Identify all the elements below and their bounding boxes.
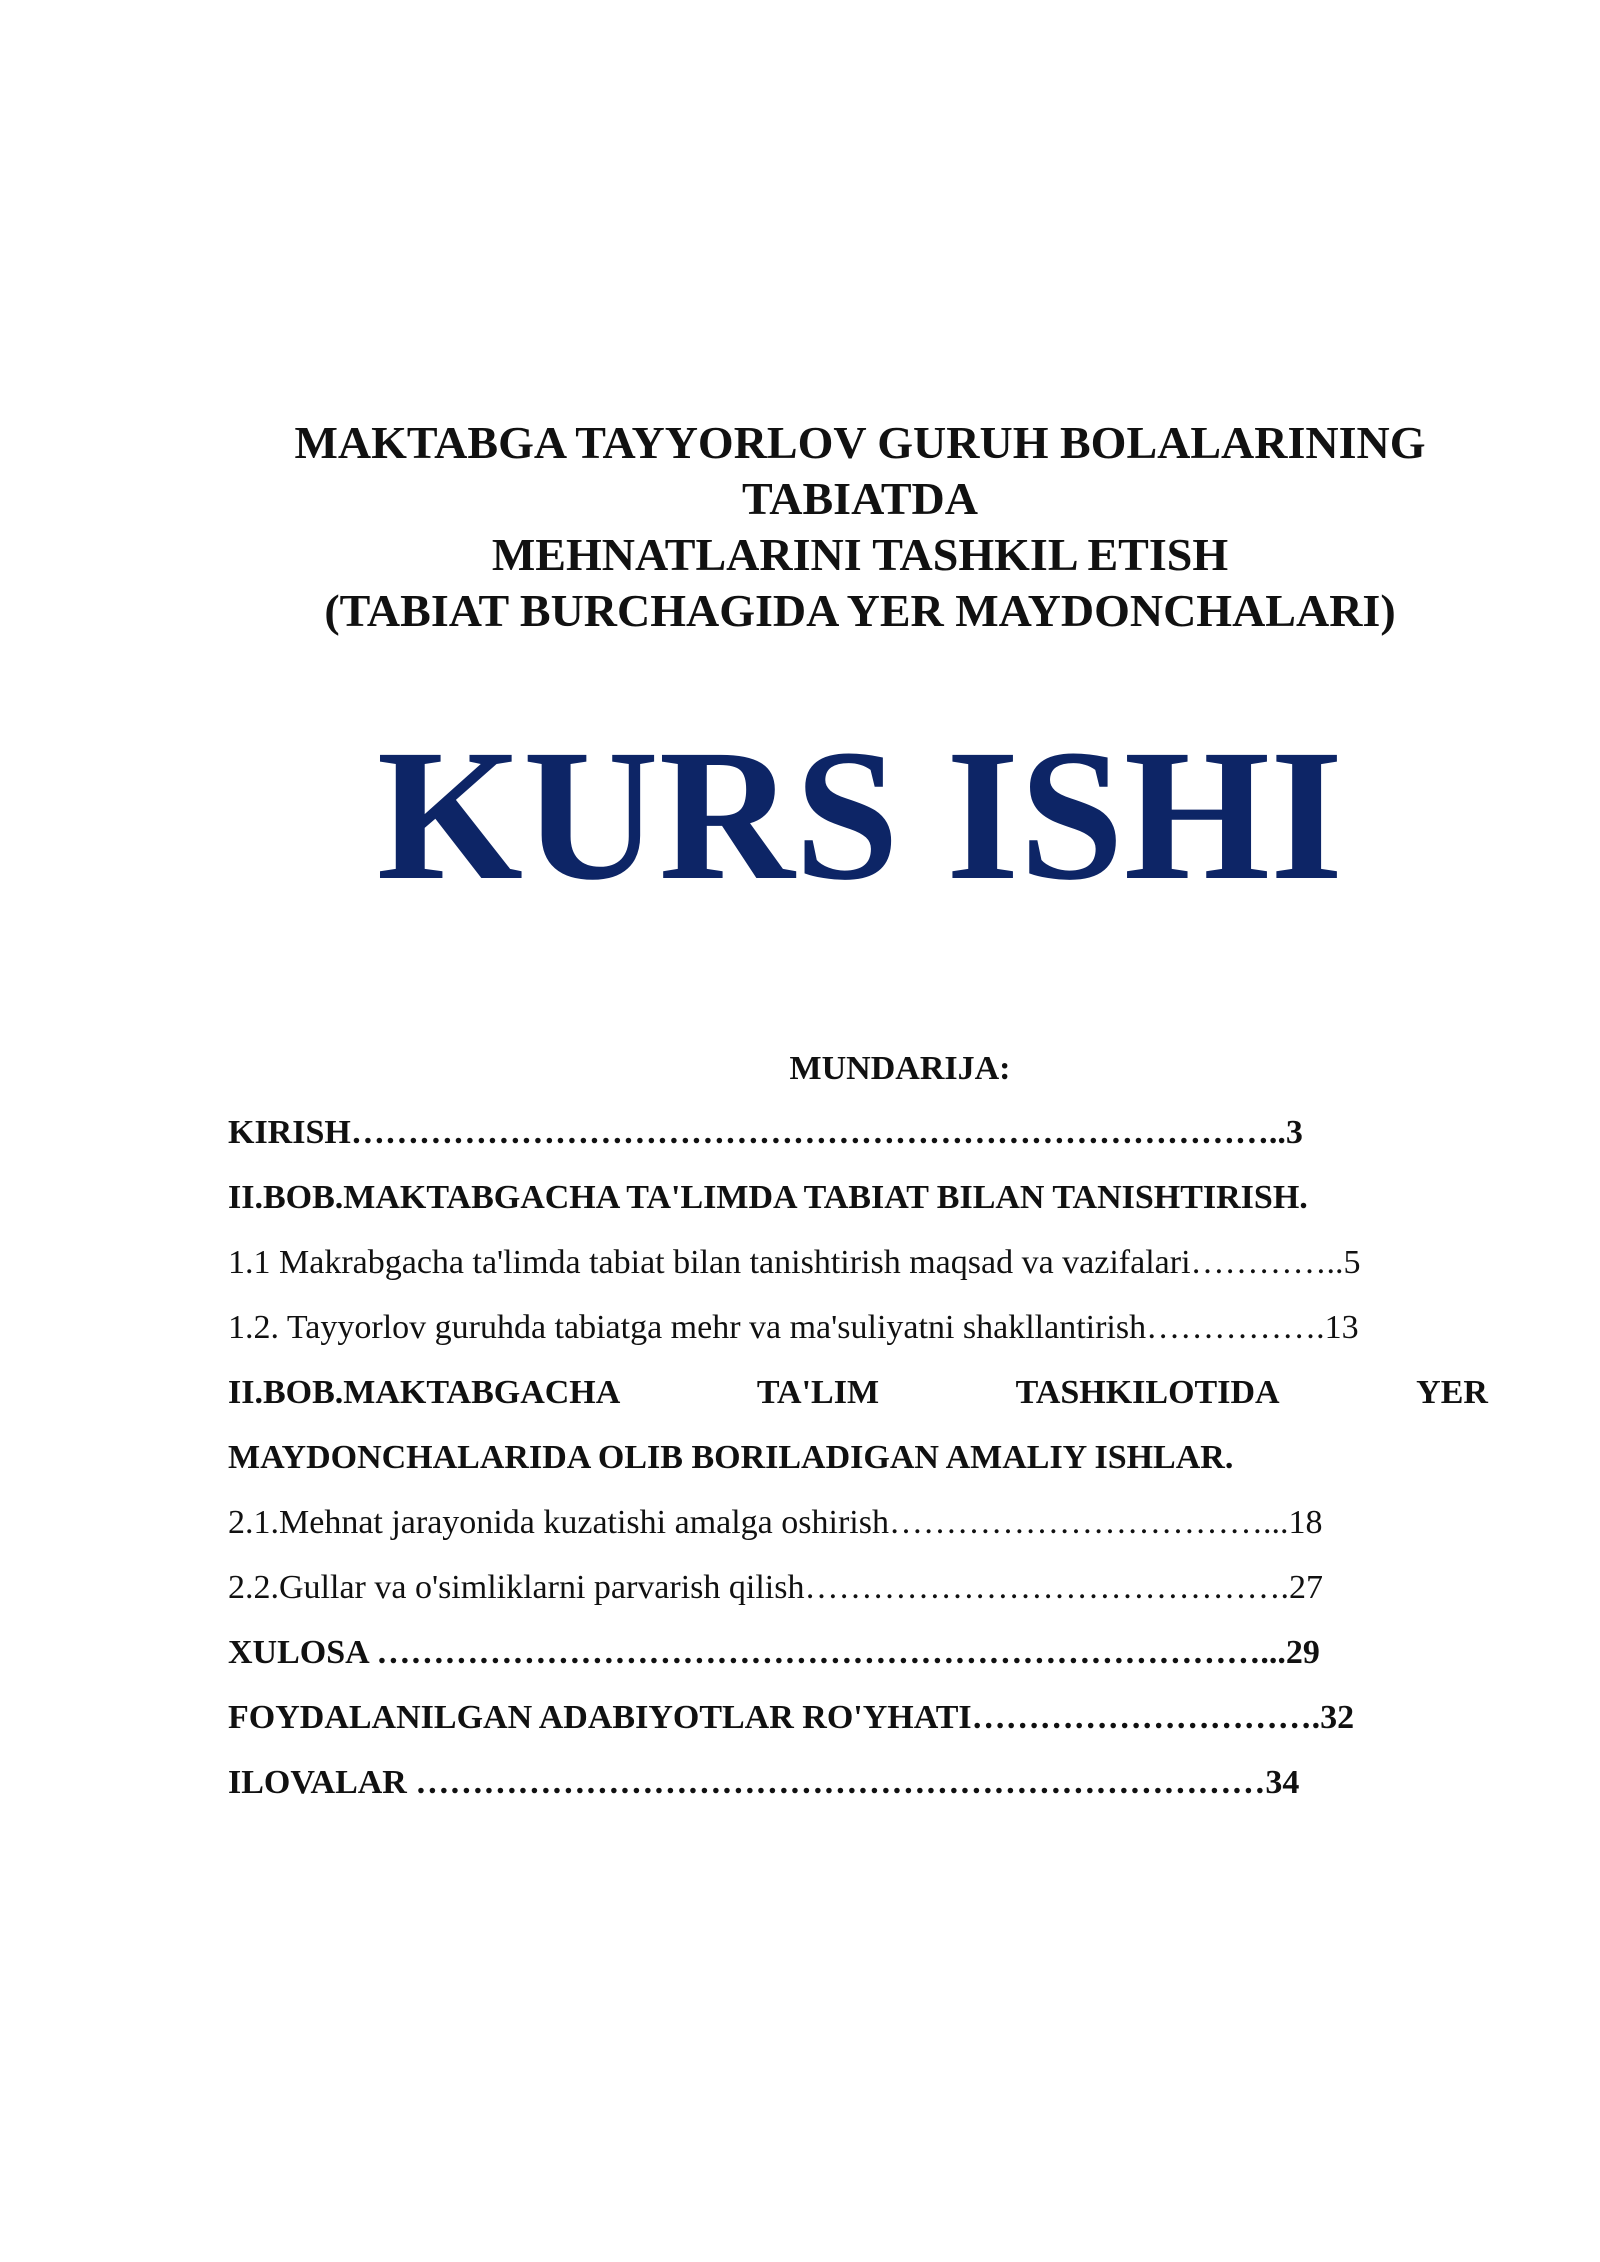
toc-entry-kirish: KIRISH………………………………………………………………………..3 xyxy=(228,1114,1303,1151)
toc-word: TA'LIM xyxy=(756,1374,880,1411)
toc-entry-chapter-2-cont: MAYDONCHALARIDA OLIB BORILADIGAN AMALIY ISHLAR. xyxy=(228,1439,1234,1476)
toc-word: TASHKILOTIDA xyxy=(1015,1374,1280,1411)
toc-entry-section-2-1: 2.1.Mehnat jarayonida kuzatishi amalga oshirish……………………………...18 xyxy=(228,1504,1323,1541)
toc-entry-ilovalar: ILOVALAR …………………………………………………………………34 xyxy=(228,1764,1300,1801)
title-line: TABIATDA xyxy=(742,473,978,524)
document-title xyxy=(200,415,1520,639)
main-heading: KURS ISHI xyxy=(376,710,1344,919)
title-line: (TABIAT BURCHAGIDA YER MAYDONCHALARI) xyxy=(324,585,1396,636)
title-line: MEHNATLARINI TASHKIL ETISH xyxy=(491,529,1229,580)
toc-word: YER xyxy=(1416,1374,1488,1411)
toc-word: II.BOB.MAKTABGACHA xyxy=(228,1374,621,1411)
toc-entry-xulosa: XULOSA ……………………………………………………………………...29 xyxy=(228,1634,1320,1671)
table-of-contents xyxy=(228,1110,1488,1825)
toc-entry-section-1-1: 1.1 Makrabgacha ta'limda tabiat bilan tanishtirish maqsad va vazifalari…………..5 xyxy=(228,1244,1361,1281)
toc-entry-section-1-2: 1.2. Tayyorlov guruhda tabiatga mehr va ma'suliyatni shakllantirish…………….13 xyxy=(228,1309,1359,1346)
toc-entry-section-2-2: 2.2.Gullar va o'simliklarni parvarish qilish…………………………………….27 xyxy=(228,1569,1323,1606)
toc-entry-adabiyotlar: FOYDALANILGAN ADABIYOTLAR RO'YHATI………………………….32 xyxy=(228,1699,1355,1736)
toc-heading: MUNDARIJA: xyxy=(789,1050,1011,1087)
toc-entry-chapter-2 xyxy=(228,1370,1488,1435)
title-line: MAKTABGA TAYYORLOV GURUH BOLALARINING xyxy=(294,417,1426,468)
toc-entry-chapter-1: II.BOB.MAKTABGACHA TA'LIMDA TABIAT BILAN TANISHTIRISH. xyxy=(228,1179,1308,1216)
